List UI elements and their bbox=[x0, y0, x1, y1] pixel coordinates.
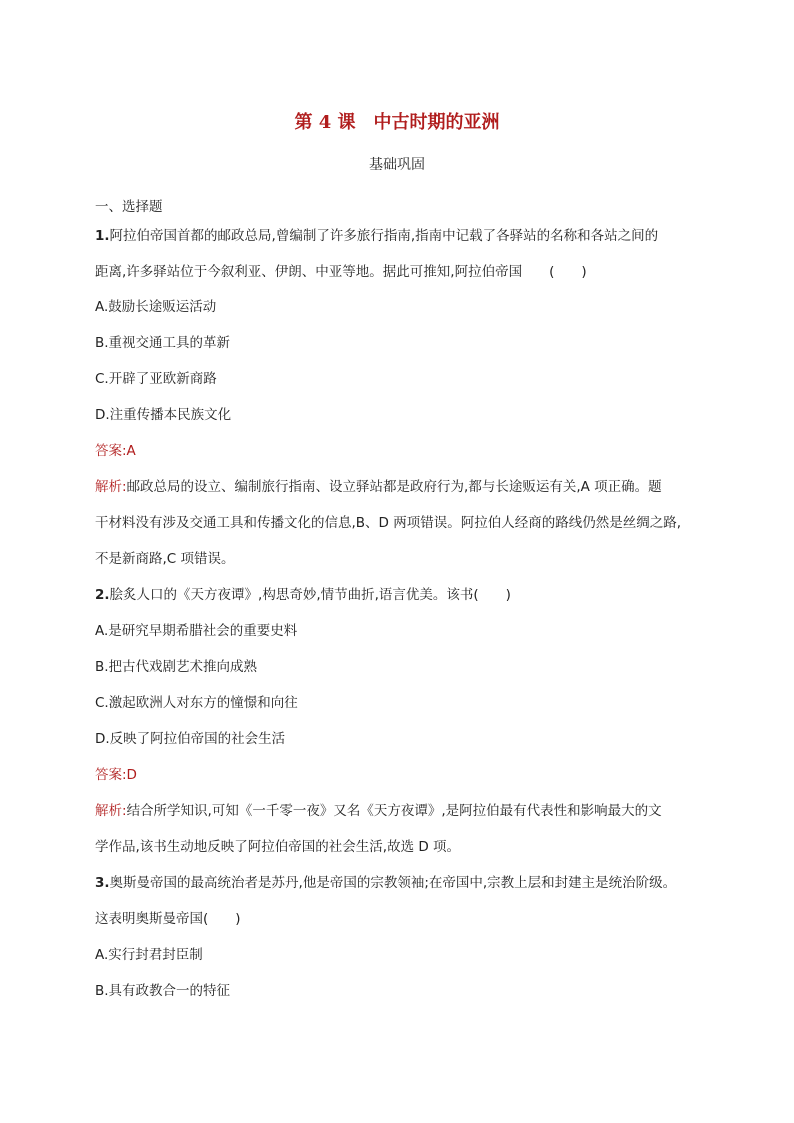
q1-option-b: B.重视交通工具的革新 bbox=[95, 335, 231, 351]
q2-number: 2. bbox=[95, 587, 110, 603]
q1-option-a: A.鼓励长途贩运活动 bbox=[95, 299, 217, 315]
q1-number: 1. bbox=[95, 228, 110, 244]
section-subtitle: 基础巩固 bbox=[369, 157, 425, 173]
q2-option-c: C.激起欧洲人对东方的憧憬和向往 bbox=[95, 695, 298, 711]
q1-answer: 答案:A bbox=[95, 443, 136, 459]
q3-option-b: B.具有政教合一的特征 bbox=[95, 983, 231, 999]
q3-stem-line-2: 这表明奥斯曼帝国( ) bbox=[95, 911, 241, 927]
q1-stem-line-1: 1.阿拉伯帝国首都的邮政总局,曾编制了许多旅行指南,指南中记载了各驿站的名称和各站之间的 bbox=[95, 228, 659, 244]
q2-option-d: D.反映了阿拉伯帝国的社会生活 bbox=[95, 731, 286, 747]
q3-stem-line-1: 3.奥斯曼帝国的最高统治者是苏丹,他是帝国的宗教领袖;在帝国中,宗教上层和封建主是统治阶级。 bbox=[95, 875, 677, 891]
q2-option-a: A.是研究早期希腊社会的重要史料 bbox=[95, 623, 298, 639]
q3-number: 3. bbox=[95, 875, 110, 891]
q1-explanation-line-3: 不是新商路,C 项错误。 bbox=[95, 551, 235, 567]
q1-option-c: C.开辟了亚欧新商路 bbox=[95, 371, 217, 387]
q2-answer: 答案:D bbox=[95, 767, 137, 783]
q3-option-a: A.实行封君封臣制 bbox=[95, 947, 203, 963]
q1-option-d: D.注重传播本民族文化 bbox=[95, 407, 232, 423]
q1-stem-line-2: 距离,许多驿站位于今叙利亚、伊朗、中亚等地。据此可推知,阿拉伯帝国 ( ) bbox=[95, 264, 587, 280]
lesson-title: 第 4 课 中古时期的亚洲 bbox=[294, 112, 500, 133]
q1-explanation-line-2: 干材料没有涉及交通工具和传播文化的信息,B、D 两项错误。阿拉伯人经商的路线仍然是丝绸之路, bbox=[95, 515, 682, 531]
q1-explanation-line-1: 解析:邮政总局的设立、编制旅行指南、设立驿站都是政府行为,都与长途贩运有关,A 项正确。题 bbox=[95, 479, 662, 495]
q2-stem-line-1: 2.脍炙人口的《天方夜谭》,构思奇妙,情节曲折,语言优美。该书( ) bbox=[95, 587, 511, 603]
q2-option-b: B.把古代戏剧艺术推向成熟 bbox=[95, 659, 258, 675]
section-heading: 一、选择题 bbox=[95, 199, 163, 215]
q2-explanation-line-2: 学作品,该书生动地反映了阿拉伯帝国的社会生活,故选 D 项。 bbox=[95, 839, 461, 855]
q2-explanation-line-1: 解析:结合所学知识,可知《一千零一夜》又名《天方夜谭》,是阿拉伯最有代表性和影响最大的文 bbox=[95, 803, 662, 819]
